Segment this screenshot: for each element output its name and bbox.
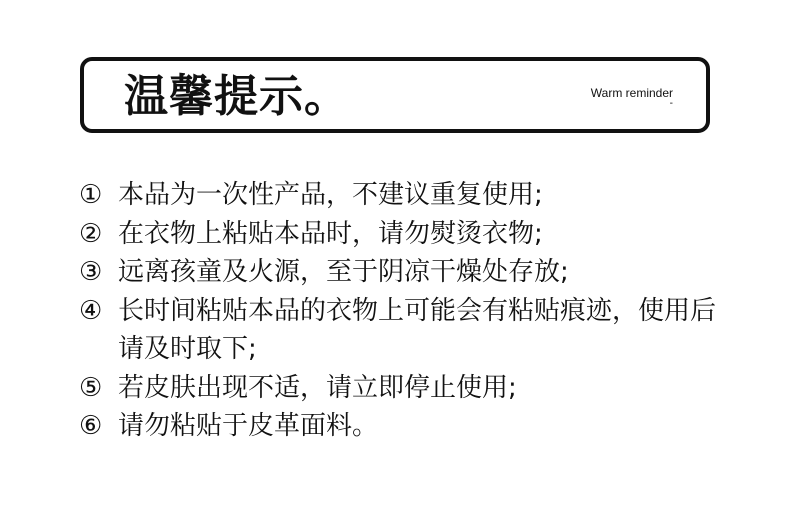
notice-number: ⑤ <box>79 372 103 403</box>
notice-item-6 <box>79 407 739 446</box>
banner-subtitle: Warm reminder <box>590 86 673 100</box>
notice-item-2 <box>79 215 739 254</box>
notice-number: ② <box>79 218 103 249</box>
notice-text: 若皮肤出现不适，请立即停止使用; <box>118 372 517 403</box>
banner-subtitle-block <box>591 86 673 108</box>
notice-number: ③ <box>79 257 103 287</box>
notice-number: ⑥ <box>79 411 103 441</box>
notice-text: 在衣物上粘贴本品时，请勿熨烫衣物; <box>118 218 543 249</box>
notice-item-3 <box>79 253 739 292</box>
notice-text: 本品为一次性产品，不建议重复使用; <box>118 180 543 210</box>
notice-item-5 <box>79 369 739 408</box>
reminder-banner <box>80 57 710 133</box>
notice-number: ① <box>79 180 103 210</box>
notice-item-4 <box>79 292 739 369</box>
notice-text: 远离孩童及火源，至于阴凉干燥处存放; <box>118 257 569 287</box>
banner-subtitle-mark: - <box>669 98 673 109</box>
notice-text: 请勿粘贴于皮革面料。 <box>118 411 379 441</box>
notice-number: ④ <box>79 295 103 326</box>
notice-text: 长时间粘贴本品的衣物上可能会有粘贴痕迹，使用后请及时取下; <box>118 295 717 364</box>
notice-item-1 <box>79 176 739 215</box>
notice-list <box>79 176 739 446</box>
banner-title: 温馨提示。 <box>124 71 349 122</box>
